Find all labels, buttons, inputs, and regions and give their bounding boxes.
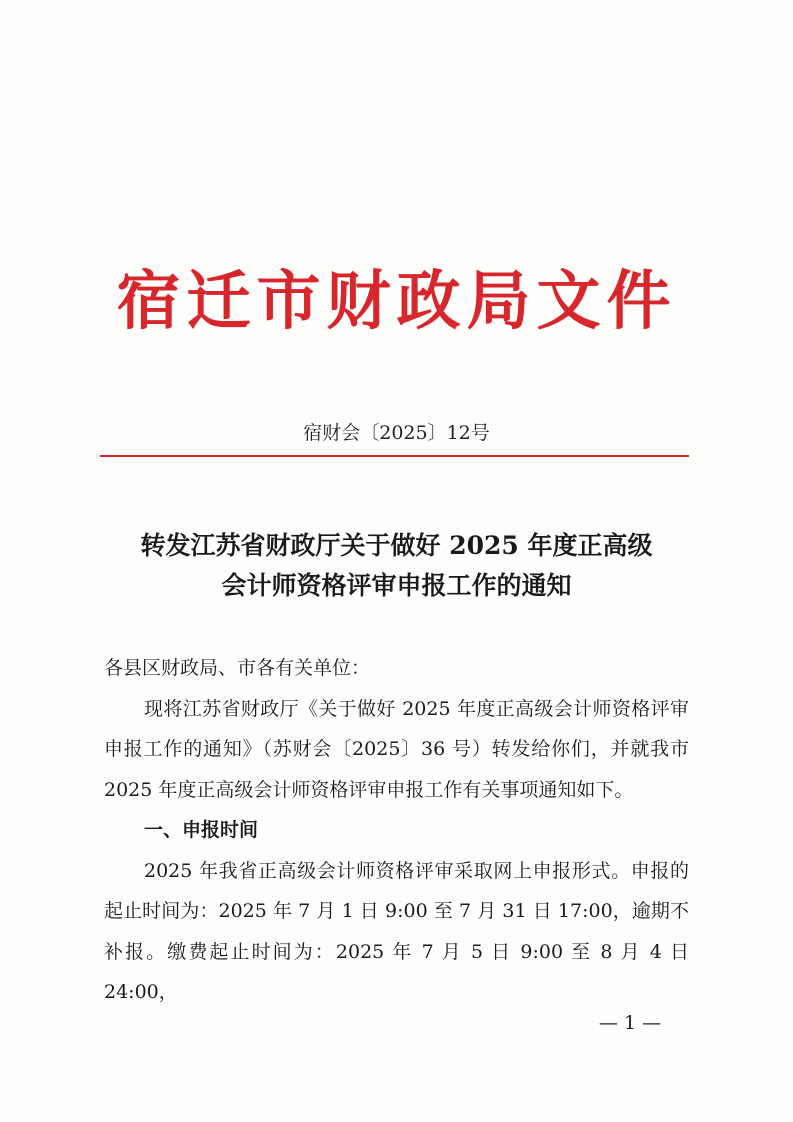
salutation: 各县区财政局、市各有关单位： (104, 657, 371, 679)
document-title-line-1: 转发江苏省财政厅关于做好 2025 年度正高级 (140, 531, 653, 560)
document-title-line-2: 会计师资格评审申报工作的通知 (221, 571, 572, 600)
document-title (80, 526, 713, 606)
document-body (104, 648, 689, 1013)
section-heading-1: 一、申报时间 (144, 819, 259, 841)
body-paragraph-1: 现将江苏省财政厅《关于做好 2025 年度正高级会计师资格评审申报工作的通知》（苏财会〔2025〕36 号）转发给你们，并就我市 2025 年度正高级会计师资格评审申报工作有关事项通知如下。 (104, 697, 689, 801)
red-divider-line (100, 455, 689, 457)
page-number: — 1 — (598, 1012, 662, 1034)
body-paragraph-2: 2025 年我省正高级会计师资格评审采取网上申报形式。申报的起止时间为：2025 年 7 月 1 日 9:00 至 7 月 31 日 17:00，逾期不补报。缴费起止时间为：2025 年 7 月 5 日 9:00 至 8 月 4 日 24:00， (104, 859, 689, 1003)
document-number: 宿财会〔2025〕12号 (303, 422, 490, 444)
issuer-title: 宿迁市财政局文件 (116, 264, 677, 339)
